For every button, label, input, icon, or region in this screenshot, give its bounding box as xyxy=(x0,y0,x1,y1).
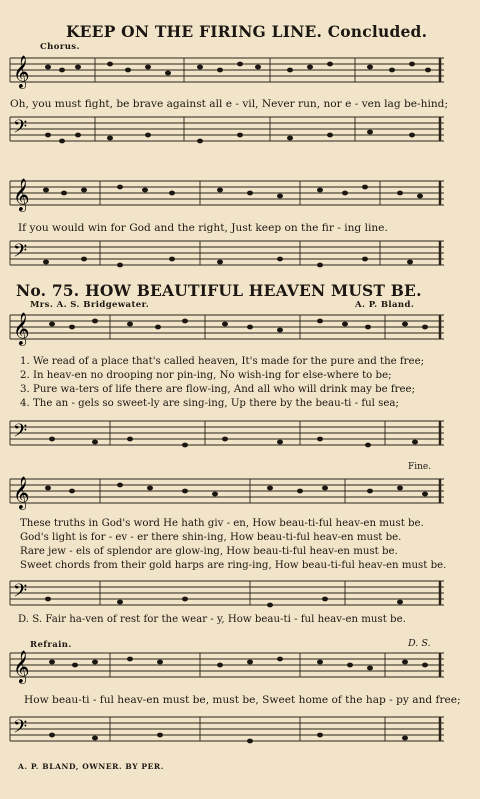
svg-text:𝄞: 𝄞 xyxy=(13,312,30,345)
svg-text:𝄢: 𝄢 xyxy=(13,581,28,606)
music-staff xyxy=(0,474,480,514)
verse-line: 2. In heav-en no drooping nor pin-ing, No wish-ing for else-where to be; xyxy=(20,370,392,381)
music-staff xyxy=(0,236,480,280)
verse-line: 4. The an - gels so sweet-ly are sing-ing, Up there by the beau-ti - ful sea; xyxy=(20,398,399,409)
svg-text:𝄞: 𝄞 xyxy=(13,476,30,509)
ds-line: D. S. Fair ha-ven of rest for the wear - y, How beau-ti - ful heav-en must be. xyxy=(18,614,406,625)
svg-text:𝄢: 𝄢 xyxy=(13,241,28,266)
verse-line: God's light is for - ev - er there shin-ing, How beau-ti-ful heav-en must be. xyxy=(20,532,402,543)
lyricist-credit: Mrs. A. S. Bridgewater. xyxy=(30,300,150,310)
chorus-label: Chorus. xyxy=(40,42,80,52)
song1-title: KEEP ON THE FIRING LINE. Concluded. xyxy=(66,22,428,41)
ds-label: D. S. xyxy=(408,638,431,649)
composer-credit: A. P. Bland. xyxy=(355,300,415,310)
music-staff xyxy=(0,648,480,688)
svg-text:𝄞: 𝄞 xyxy=(13,178,30,211)
verse-line: These truths in God's word He hath giv - en, How beau-ti-ful heav-en must be. xyxy=(20,518,424,529)
lyric-line: Oh, you must fight, be brave against all e - vil, Never run, nor e - ven lag be-hind; xyxy=(10,98,449,110)
music-staff xyxy=(0,53,480,103)
svg-text:𝄞: 𝄞 xyxy=(13,650,30,683)
song2-title: No. 75. HOW BEAUTIFUL HEAVEN MUST BE. xyxy=(16,281,422,300)
verse-line: Rare jew - els of splendor are glow-ing, How beau-ti-ful heav-en must be. xyxy=(20,546,398,557)
verse-line: 1. We read of a place that's called heaven, It's made for the pure and the free; xyxy=(20,356,425,367)
footer-credit: A. P. BLAND, OWNER. BY PER. xyxy=(18,762,164,771)
refrain-lyric: How beau-ti - ful heav-en must be, must be, Sweet home of the hap - py and free; xyxy=(24,694,461,706)
svg-text:𝄞: 𝄞 xyxy=(13,55,30,88)
music-staff xyxy=(0,712,480,752)
verse-line: Sweet chords from their gold harps are ring-ing, How beau-ti-ful heav-en must be. xyxy=(20,560,447,571)
verse-line: 3. Pure wa-ters of life there are flow-ing, And all who will drink may be free; xyxy=(20,384,416,395)
music-staff xyxy=(0,310,480,350)
refrain-label: Refrain. xyxy=(30,640,72,650)
music-staff xyxy=(0,112,480,162)
lyric-line: If you would win for God and the right, Just keep on the fir - ing line. xyxy=(18,222,388,234)
music-staff xyxy=(0,176,480,226)
svg-text:𝄢: 𝄢 xyxy=(13,117,28,142)
music-staff xyxy=(0,576,480,616)
fine-label: Fine. xyxy=(408,462,432,472)
music-staff xyxy=(0,416,480,456)
svg-text:𝄢: 𝄢 xyxy=(13,717,28,742)
svg-text:𝄢: 𝄢 xyxy=(13,421,28,446)
